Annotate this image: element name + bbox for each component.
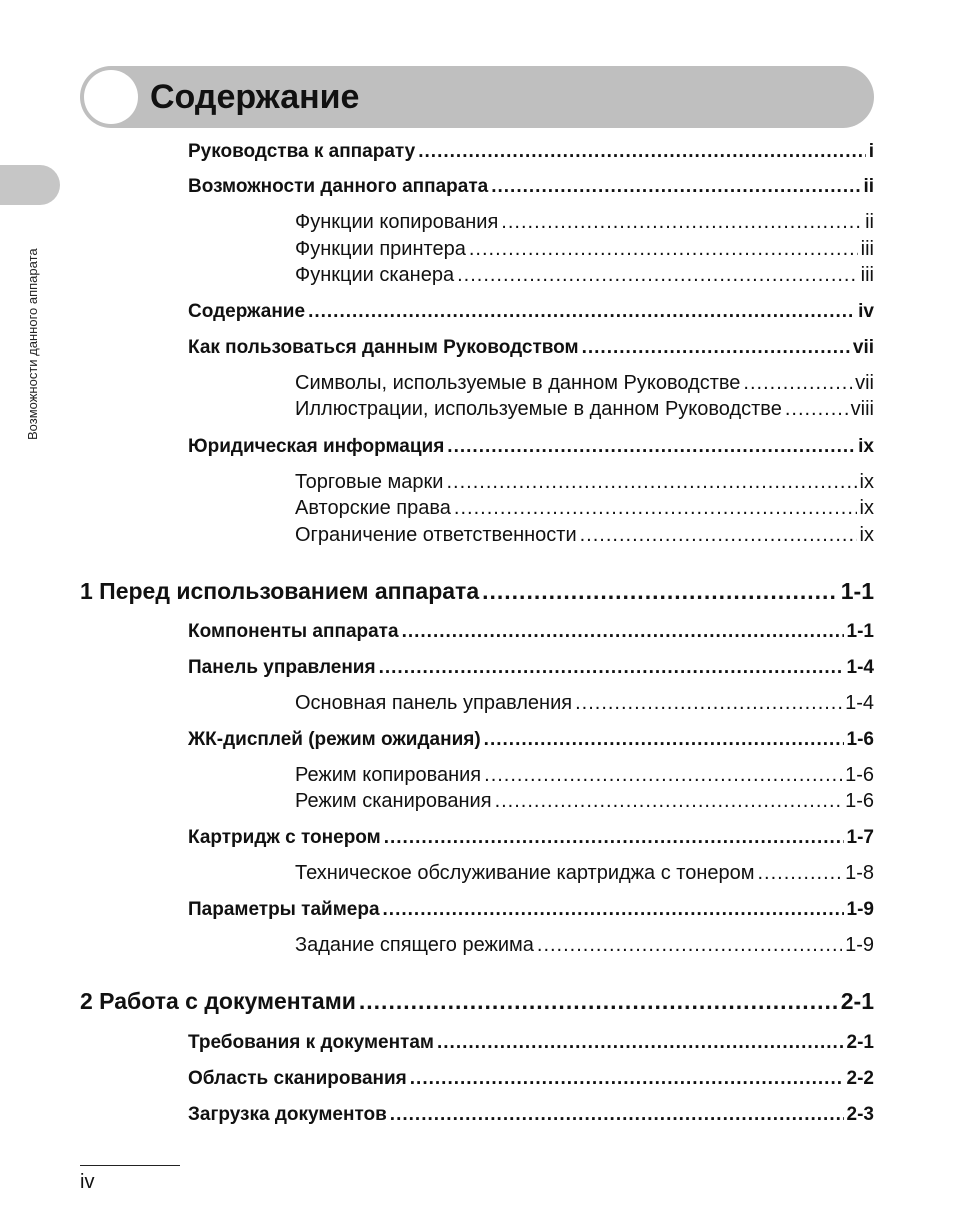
toc-leader	[418, 141, 865, 163]
toc-entry-title: Область сканирования	[188, 1068, 407, 1089]
toc-entry-title: ЖК-дисплей (режим ожидания)	[188, 729, 481, 750]
toc-entry[interactable]	[188, 1032, 874, 1054]
toc-leader	[447, 436, 855, 458]
toc-entry[interactable]	[188, 657, 874, 679]
toc-entry-title: Панель управления	[188, 657, 376, 678]
toc-entry[interactable]	[295, 524, 874, 547]
toc-entry[interactable]	[295, 372, 874, 395]
toc-entry-title: Функции сканера	[295, 264, 455, 286]
toc-entry[interactable]	[188, 1068, 874, 1090]
toc-leader	[785, 398, 848, 421]
toc-entry[interactable]	[188, 899, 874, 921]
toc-entry-title: Содержание	[188, 301, 306, 322]
toc-entry[interactable]	[295, 497, 874, 520]
toc-entry-title: Функции копирования	[295, 211, 499, 233]
toc-entry-title: Требования к документам	[188, 1032, 434, 1053]
toc-entry-page: 1-6	[845, 790, 874, 812]
toc-entry-page: 1-9	[846, 899, 874, 920]
toc-entry-title: Как пользоваться данным Руководством	[188, 337, 579, 358]
toc-leader	[537, 934, 842, 957]
toc-entry-page: 1-7	[846, 827, 874, 848]
toc-leader	[758, 862, 843, 885]
toc-leader	[457, 264, 858, 287]
toc-leader	[491, 176, 860, 198]
toc-entry[interactable]	[295, 211, 874, 234]
toc-entry[interactable]	[295, 471, 874, 494]
toc-entry[interactable]	[188, 621, 874, 643]
toc-leader	[501, 211, 862, 234]
footer-rule	[80, 1165, 180, 1166]
toc-chapter-entry[interactable]	[80, 578, 874, 605]
toc-entry-page: viii	[850, 398, 874, 420]
side-tab-marker	[0, 165, 60, 205]
toc-entry-title: Режим сканирования	[295, 790, 492, 812]
toc-leader	[482, 578, 838, 605]
toc-entry-page: 1-4	[846, 657, 874, 678]
toc-leader	[390, 1104, 844, 1126]
toc-leader	[469, 238, 858, 261]
toc-entry[interactable]	[188, 436, 874, 458]
toc-entry-page: 2-1	[840, 988, 874, 1014]
toc-leader	[484, 729, 844, 751]
toc-entry-title: Авторские права	[295, 497, 451, 519]
toc-entry[interactable]	[188, 141, 874, 163]
toc-entry-page: i	[868, 141, 874, 162]
toc-entry-title: Иллюстрации, используемые в данном Руководстве	[295, 398, 782, 420]
toc-entry[interactable]	[295, 790, 874, 813]
toc-leader	[484, 764, 842, 787]
toc-entry-title: Компоненты аппарата	[188, 621, 399, 642]
toc-leader	[495, 790, 843, 813]
toc-entry-title: Возможности данного аппарата	[188, 176, 489, 197]
toc-entry-page: 1-6	[846, 729, 874, 750]
toc-entry-page: 2-2	[846, 1068, 874, 1089]
toc-entry-title: 2 Работа с документами	[80, 988, 356, 1014]
toc-entry-title: Основная панель управления	[295, 692, 573, 714]
toc-entry[interactable]	[295, 238, 874, 261]
toc-entry-page: 1-6	[845, 764, 874, 786]
toc-entry-page: iii	[860, 264, 874, 286]
toc-entry-page: 1-4	[845, 692, 874, 714]
toc-entry-page: 2-1	[846, 1032, 874, 1053]
toc-leader	[379, 657, 844, 679]
toc-entry[interactable]	[295, 764, 874, 787]
toc-entry-title: Загрузка документов	[188, 1104, 387, 1125]
toc-entry[interactable]	[188, 729, 874, 751]
page-number: iv	[80, 1171, 95, 1193]
toc-entry-page: ix	[859, 524, 874, 546]
toc-entry-page: 1-1	[846, 621, 874, 642]
toc-entry[interactable]	[188, 337, 874, 359]
toc-entry-page: iii	[860, 238, 874, 260]
toc-entry[interactable]	[295, 264, 874, 287]
toc-entry-title: Юридическая информация	[188, 436, 445, 457]
toc-entry-title: Торговые марки	[295, 471, 444, 493]
toc-entry-page: iv	[858, 301, 874, 322]
toc-entry[interactable]	[188, 176, 874, 198]
toc-leader	[446, 471, 856, 494]
page-title: Содержание	[150, 78, 360, 116]
toc-leader	[308, 301, 855, 323]
toc-leader	[359, 988, 838, 1015]
toc-leader	[383, 899, 844, 921]
toc-leader	[582, 337, 850, 359]
toc-entry-title: Картридж с тонером	[188, 827, 381, 848]
toc-entry-title: Задание спящего режима	[295, 934, 534, 956]
toc-leader	[384, 827, 844, 849]
toc-entry-page: 1-8	[845, 862, 874, 884]
toc-entry-title: Символы, используемые в данном Руководстве	[295, 372, 741, 394]
toc-leader	[743, 372, 852, 395]
toc-leader	[454, 497, 857, 520]
side-tab-label: Возможности данного аппарата	[25, 248, 40, 440]
title-circle-ornament	[84, 70, 138, 124]
toc-entry[interactable]	[295, 692, 874, 715]
toc-entry[interactable]	[188, 827, 874, 849]
toc-entry[interactable]	[188, 1104, 874, 1126]
toc-entry-page: ix	[859, 471, 874, 493]
toc-leader	[580, 524, 857, 547]
toc-entry[interactable]	[295, 398, 874, 421]
toc-entry-title: Режим копирования	[295, 764, 482, 786]
toc-leader	[575, 692, 842, 715]
toc-entry[interactable]	[295, 862, 874, 885]
toc-entry-page: ii	[863, 176, 874, 197]
toc-leader	[437, 1032, 844, 1054]
toc-chapter-entry[interactable]	[80, 988, 874, 1015]
toc-entry-title: Параметры таймера	[188, 899, 380, 920]
toc-leader	[410, 1068, 844, 1090]
toc-entry-title: Ограничение ответственности	[295, 524, 577, 546]
toc-entry-page: 2-3	[846, 1104, 874, 1125]
toc-entry-page: ix	[859, 497, 874, 519]
toc-entry-title: Техническое обслуживание картриджа с тонером	[295, 862, 755, 884]
toc-entry[interactable]	[188, 301, 874, 323]
toc-entry-title: Руководства к аппарату	[188, 141, 416, 162]
toc-entry-page: 1-9	[845, 934, 874, 956]
toc-entry-title: 1 Перед использованием аппарата	[80, 578, 480, 604]
toc-entry-page: ii	[865, 211, 874, 233]
toc-entry-title: Функции принтера	[295, 238, 466, 260]
toc-entry-page: ix	[858, 436, 874, 457]
toc-entry-page: 1-1	[840, 578, 874, 604]
toc-entry-page: vii	[852, 337, 874, 358]
toc-entry-page: vii	[855, 372, 874, 394]
toc-leader	[402, 621, 844, 643]
toc-entry[interactable]	[295, 934, 874, 957]
